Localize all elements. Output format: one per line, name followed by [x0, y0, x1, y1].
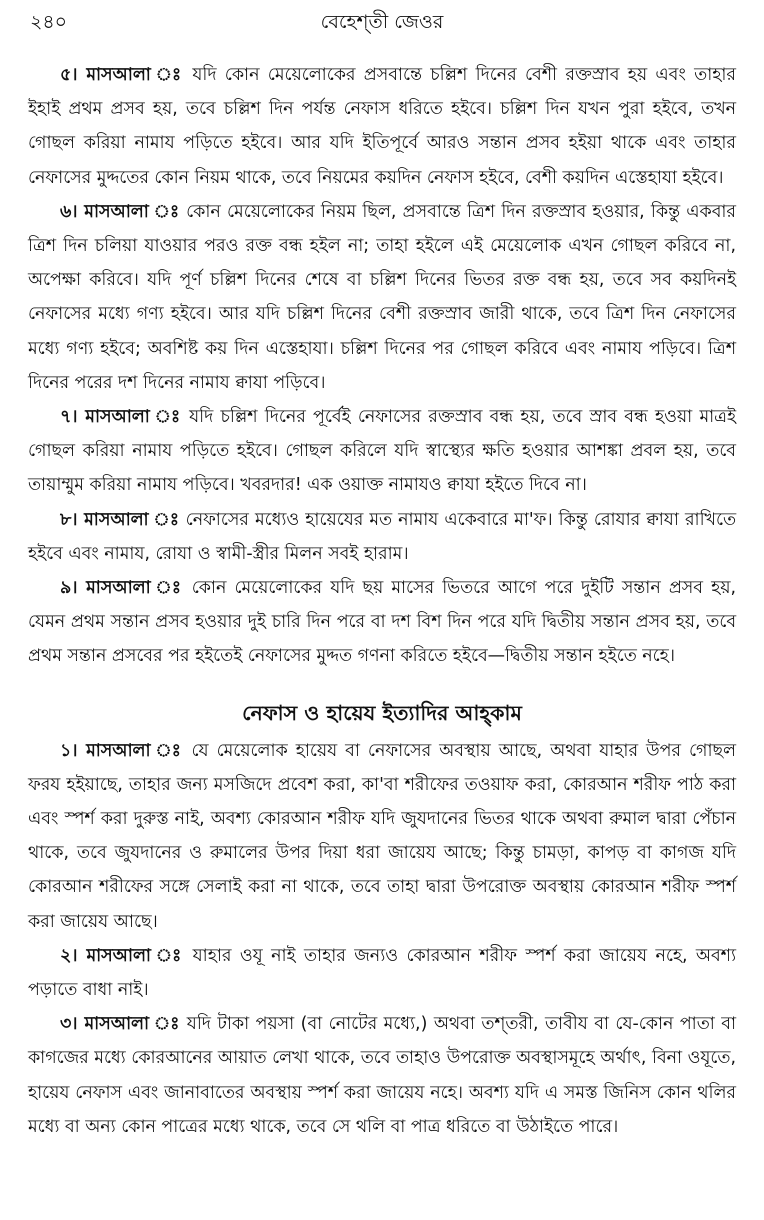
masala-paragraph-6 [28, 195, 736, 400]
masala-label: ৫। মাসআলা ঃ [60, 65, 185, 85]
masala-paragraph-8 [28, 503, 736, 571]
masala-paragraph-7 [28, 400, 736, 503]
masala-label: ৭। মাসআলা ঃ [60, 407, 182, 428]
masala-text: নেফাসের মধ্যেও হায়েযের মত নামায একেবারে মা'ফ। কিন্তু রোযার ক্বাযা রাখিতে হইবে এবং নামায, রোযা ও স্বামী-স্ত্রীর মিলন সবই হারাম। [28, 509, 737, 564]
page-header [0, 8, 764, 38]
masala-text: যদি চল্লিশ দিনের পূর্বেই নেফাসের রক্তস্রাব বন্ধ হয়, তবে স্রাব বন্ধ হওয়া মাত্রই গোছল করিয়া নামায পড়িতে হইবে। গোছল করিলে যদি স্বাস্থ্যের ক্ষতি হওয়ার আশঙ্কা প্রবল হয়, তবে তায়াম্মুম করিয়া নামায পড়িবে। খবরদার! এক ওয়াক্ত নামাযও ক্বাযা হইতে দিবে না। [28, 407, 736, 496]
page-body [28, 58, 736, 1144]
masala-text: যদি কোন মেয়েলোকের প্রসবান্তে চল্লিশ দিনের বেশী রক্তস্রাব হয় এবং তাহার ইহাই প্রথম প্রসব হয়, তবে চল্লিশ দিন পর্যন্ত নেফাস ধরিতে হইবে। চল্লিশ দিন যখন পুরা হইবে, তখন গোছল করিয়া নামায পড়িতে হইবে। আর যদি ইতিপূর্বে আরও সন্তান প্রসব হইয়া থাকে এবং তাহার নেফাসের মুদ্দতের কোন নিয়ম থাকে, তবে নিয়মের কয়দিন নেফাস হইবে, বেশী কয়দিন এস্তেহাযা হইবে। [28, 65, 736, 188]
masala-text: যদি টাকা পয়সা (বা নোটের মধ্যে,) অথবা তশ্‌তরী, তাবীয বা যে-কোন পাতা বা কাগজের মধ্যে কোরআনের আয়াত লেখা থাকে, তবে তাহাও উপরোক্ত অবস্থাসমূহে অর্থাৎ, বিনা ওযূতে, হায়েয নেফাস এবং জানাবাতের অবস্থায় স্পর্শ করা জায়েয নহে। অবশ্য যদি এ সমস্ত জিনিস কোন থলির মধ্যে বা অন্য কোন পাত্রের মধ্যে থাকে, তবে সে থলি বা পাত্র ধরিতে বা উঠাইতে পারে। [28, 1014, 736, 1137]
masala-label: ৯। মাসআলা ঃ [60, 578, 184, 599]
masala-label: ৩। মাসআলা ঃ [60, 1014, 181, 1035]
masala-text: যে মেয়েলোক হায়েয বা নেফাসের অবস্থায় আছে, অথবা যাহার উপর গোছল ফরয হইয়াছে, তাহার জন্য মসজিদে প্রবেশ করা, কা'বা শরীফের তওয়াফ করা, কোরআন শরীফ পাঠ করা এবং স্পর্শ করা দুরুস্ত নাই, অবশ্য কোরআন শরীফ যদি জুযদানের ভিতর থাকে অথবা রুমাল দ্বারা পেঁচান থাকে, তবে জুযদানের ও রুমালের উপর দিয়া ধরা জায়েয আছে; কিন্তু চামড়া, কাপড় বা কাগজ যদি কোরআন শরীফের সঙ্গে সেলাই করা না থাকে, তবে তাহা দ্বারা উপরোক্ত অবস্থায় কোরআন শরীফ স্পর্শ করা জায়েয আছে। [28, 740, 736, 932]
masala-paragraph-2 [28, 939, 736, 1007]
masala-text: যাহার ওযূ নাই তাহার জন্যও কোরআন শরীফ স্পর্শ করা জায়েয নহে, অবশ্য পড়াতে বাধা নাই। [28, 945, 736, 1001]
section-heading: নেফাস ও হায়েয ইত্যাদির আহ্‌কাম [242, 700, 522, 725]
masala-label: ৮। মাসআলা ঃ [60, 509, 180, 530]
masala-label: ১। মাসআলা ঃ [60, 740, 184, 761]
masala-paragraph-9 [28, 571, 736, 674]
masala-text: কোন মেয়েলোকের নিয়ম ছিল, প্রসবান্তে ত্রিশ দিন রক্তস্রাব হওয়ার, কিন্তু একবার ত্রিশ দিন চলিয়া যাওয়ার পরও রক্ত বন্ধ হইল না; তাহা হইলে এই মেয়েলোক এখন গোছল করিবে না, অপেক্ষা করিবে। যদি পূর্ণ চল্লিশ দিনের শেষে বা চল্লিশ দিনের ভিতর রক্ত বন্ধ হয়, তবে সব কয়দিনই নেফাসের মধ্যে গণ্য হইবে। আর যদি চল্লিশ দিনের বেশী রক্তস্রাব জারী থাকে, তবে ত্রিশ দিন নেফাসের মধ্যে গণ্য হইবে; অবশিষ্ট কয় দিন এস্তেহাযা। চল্লিশ দিনের পর গোছল করিবে এবং নামায পড়িবে। ত্রিশ দিনের পরের দশ দিনের নামায ক্বাযা পড়িবে। [28, 201, 736, 393]
masala-paragraph-5 [28, 58, 736, 195]
page-number: ২৪০ [30, 11, 68, 33]
masala-label: ২। মাসআলা ঃ [60, 945, 185, 966]
masala-paragraph-1 [28, 734, 736, 939]
masala-label: ৬। মাসআলা ঃ [60, 201, 180, 222]
book-title: বেহেশ্‌তী জেওর [320, 11, 444, 33]
masala-paragraph-3 [28, 1007, 736, 1144]
masala-text: কোন মেয়েলোকের যদি ছয় মাসের ভিতরে আগে পরে দুইটি সন্তান প্রসব হয়, যেমন প্রথম সন্তান প্রসব হওয়ার দুই চারি দিন পরে বা দশ বিশ দিন পরে যদি দ্বিতীয় সন্তান প্রসব হয়, তবে প্রথম সন্তান প্রসবের পর হইতেই নেফাসের মুদ্দত গণনা করিতে হইবে—দ্বিতীয় সন্তান হইতে নহে। [28, 578, 736, 667]
